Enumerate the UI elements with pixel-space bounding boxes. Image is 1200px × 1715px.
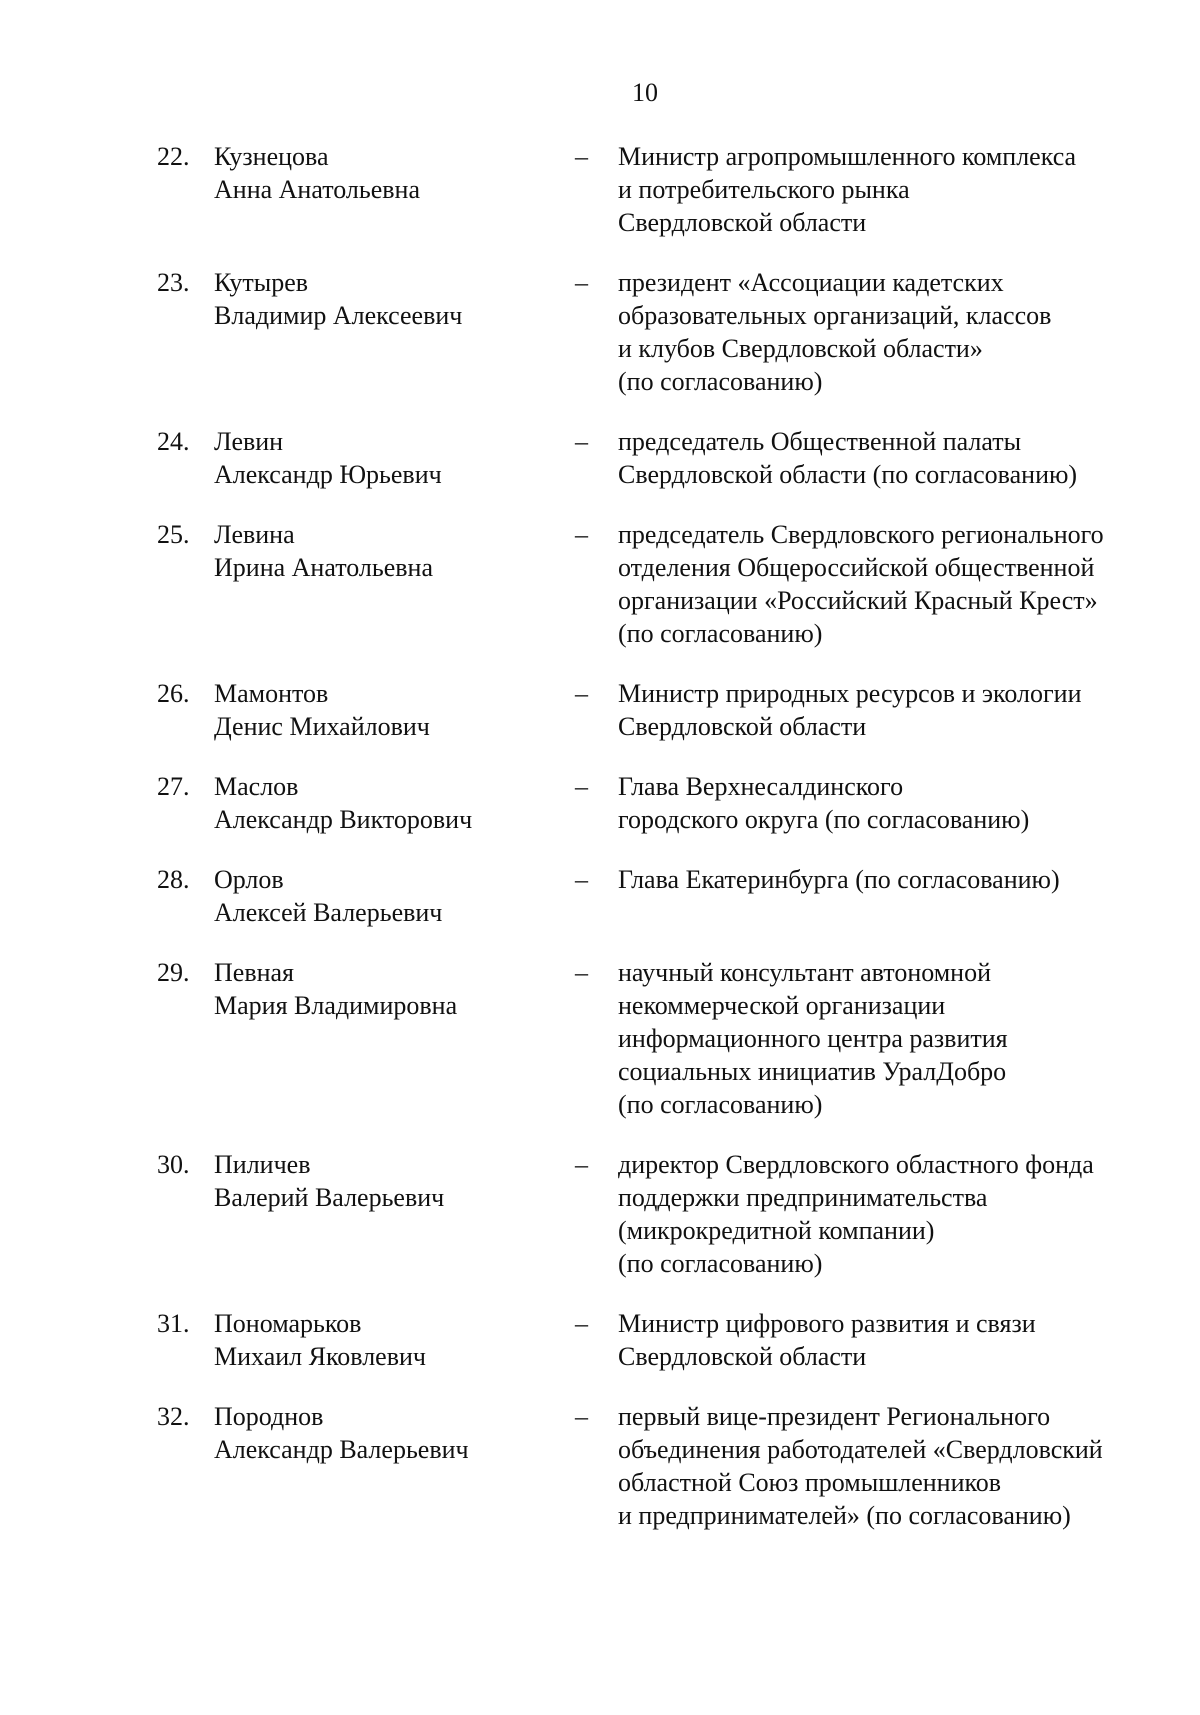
member-surname: Маслов bbox=[214, 772, 299, 801]
entry-number: 31. bbox=[157, 1309, 190, 1338]
member-position bbox=[618, 863, 1178, 896]
position-line: Министр цифрового развития и связи bbox=[618, 1309, 1036, 1338]
member-name bbox=[214, 1307, 426, 1373]
entry-number: 24. bbox=[157, 427, 190, 456]
member-position bbox=[618, 1148, 1178, 1280]
entry-number: 32. bbox=[157, 1402, 190, 1431]
entry-dash: – bbox=[575, 1150, 588, 1179]
member-given-names: Алексей Валерьевич bbox=[214, 898, 443, 927]
position-line: (микрокредитной компании) bbox=[618, 1216, 935, 1245]
member-name bbox=[214, 863, 442, 929]
position-line: председатель Общественной палаты bbox=[618, 427, 1022, 456]
member-name bbox=[214, 956, 457, 1022]
member-position bbox=[618, 1307, 1178, 1373]
member-given-names: Александр Викторович bbox=[214, 805, 473, 834]
member-name bbox=[214, 266, 462, 332]
position-line: директор Свердловского областного фонда bbox=[618, 1150, 1094, 1179]
member-given-names: Александр Юрьевич bbox=[214, 460, 442, 489]
member-name bbox=[214, 425, 442, 491]
member-entry bbox=[0, 140, 1200, 239]
member-entry bbox=[0, 1148, 1200, 1280]
member-position bbox=[618, 425, 1178, 491]
position-line: Свердловской области bbox=[618, 1342, 867, 1371]
member-entry bbox=[0, 1307, 1200, 1373]
entry-dash: – bbox=[575, 427, 588, 456]
position-line: (по согласованию) bbox=[618, 619, 823, 648]
entry-dash: – bbox=[575, 520, 588, 549]
position-line: первый вице-президент Регионального bbox=[618, 1402, 1051, 1431]
position-line: объединения работодателей «Свердловский bbox=[618, 1435, 1103, 1464]
member-name bbox=[214, 1400, 469, 1466]
entry-number: 22. bbox=[157, 142, 190, 171]
member-given-names: Михаил Яковлевич bbox=[214, 1342, 426, 1371]
entry-dash: – bbox=[575, 958, 588, 987]
member-surname: Певная bbox=[214, 958, 295, 987]
position-line: поддержки предпринимательства bbox=[618, 1183, 988, 1212]
member-surname: Орлов bbox=[214, 865, 284, 894]
position-line: организации «Российский Красный Крест» bbox=[618, 586, 1098, 615]
position-line: Свердловской области bbox=[618, 712, 867, 741]
position-line: научный консультант автономной bbox=[618, 958, 992, 987]
member-entry bbox=[0, 425, 1200, 491]
member-name bbox=[214, 770, 472, 836]
position-line: и клубов Свердловской области» bbox=[618, 334, 983, 363]
member-given-names: Мария Владимировна bbox=[214, 991, 458, 1020]
entry-dash: – bbox=[575, 1402, 588, 1431]
member-name bbox=[214, 677, 430, 743]
member-surname: Левина bbox=[214, 520, 295, 549]
member-surname: Кузнецова bbox=[214, 142, 329, 171]
position-line: отделения Общероссийской общественной bbox=[618, 553, 1095, 582]
position-line: городского округа (по согласованию) bbox=[618, 805, 1030, 834]
member-given-names: Владимир Алексеевич bbox=[214, 301, 463, 330]
position-line: (по согласованию) bbox=[618, 1090, 823, 1119]
member-surname: Породнов bbox=[214, 1402, 324, 1431]
entry-number: 23. bbox=[157, 268, 190, 297]
entry-dash: – bbox=[575, 772, 588, 801]
member-entry bbox=[0, 266, 1200, 398]
position-line: социальных инициатив УралДобро bbox=[618, 1057, 1007, 1086]
member-position bbox=[618, 518, 1178, 650]
member-name bbox=[214, 518, 433, 584]
position-line: (по согласованию) bbox=[618, 367, 823, 396]
member-given-names: Валерий Валерьевич bbox=[214, 1183, 445, 1212]
member-given-names: Александр Валерьевич bbox=[214, 1435, 469, 1464]
entry-dash: – bbox=[575, 679, 588, 708]
member-name bbox=[214, 140, 420, 206]
member-given-names: Анна Анатольевна bbox=[214, 175, 420, 204]
page-number: 10 bbox=[632, 78, 658, 107]
member-position bbox=[618, 956, 1178, 1121]
member-position bbox=[618, 770, 1178, 836]
position-line: (по согласованию) bbox=[618, 1249, 823, 1278]
member-given-names: Денис Михайлович bbox=[214, 712, 430, 741]
position-line: информационного центра развития bbox=[618, 1024, 1008, 1053]
entry-dash: – bbox=[575, 142, 588, 171]
position-line: президент «Ассоциации кадетских bbox=[618, 268, 1004, 297]
position-line: Глава Верхнесалдинского bbox=[618, 772, 904, 801]
entry-number: 29. bbox=[157, 958, 190, 987]
position-line: Глава Екатеринбурга (по согласованию) bbox=[618, 865, 1060, 894]
position-line: Свердловской области (по согласованию) bbox=[618, 460, 1078, 489]
member-surname: Пономарьков bbox=[214, 1309, 362, 1338]
position-line: Министр агропромышленного комплекса bbox=[618, 142, 1077, 171]
member-surname: Кутырев bbox=[214, 268, 309, 297]
entry-dash: – bbox=[575, 268, 588, 297]
member-given-names: Ирина Анатольевна bbox=[214, 553, 433, 582]
member-position bbox=[618, 140, 1178, 239]
member-entry bbox=[0, 770, 1200, 836]
member-entry bbox=[0, 1400, 1200, 1532]
member-position bbox=[618, 1400, 1178, 1532]
position-line: и потребительского рынка bbox=[618, 175, 910, 204]
entry-number: 27. bbox=[157, 772, 190, 801]
entry-number: 28. bbox=[157, 865, 190, 894]
member-position bbox=[618, 266, 1178, 398]
member-surname: Мамонтов bbox=[214, 679, 329, 708]
member-entry bbox=[0, 518, 1200, 650]
member-entry bbox=[0, 677, 1200, 743]
position-line: председатель Свердловского регионального bbox=[618, 520, 1104, 549]
member-name bbox=[214, 1148, 444, 1214]
entry-dash: – bbox=[575, 865, 588, 894]
position-line: и предпринимателей» (по согласованию) bbox=[618, 1501, 1071, 1530]
position-line: образовательных организаций, классов bbox=[618, 301, 1052, 330]
position-line: Министр природных ресурсов и экологии bbox=[618, 679, 1082, 708]
position-line: областной Союз промышленников bbox=[618, 1468, 1002, 1497]
entry-number: 26. bbox=[157, 679, 190, 708]
member-entry bbox=[0, 956, 1200, 1121]
member-entry bbox=[0, 863, 1200, 929]
entry-number: 30. bbox=[157, 1150, 190, 1179]
member-surname: Пиличев bbox=[214, 1150, 311, 1179]
member-surname: Левин bbox=[214, 427, 284, 456]
entry-dash: – bbox=[575, 1309, 588, 1338]
member-position bbox=[618, 677, 1178, 743]
position-line: некоммерческой организации bbox=[618, 991, 946, 1020]
position-line: Свердловской области bbox=[618, 208, 867, 237]
entry-number: 25. bbox=[157, 520, 190, 549]
